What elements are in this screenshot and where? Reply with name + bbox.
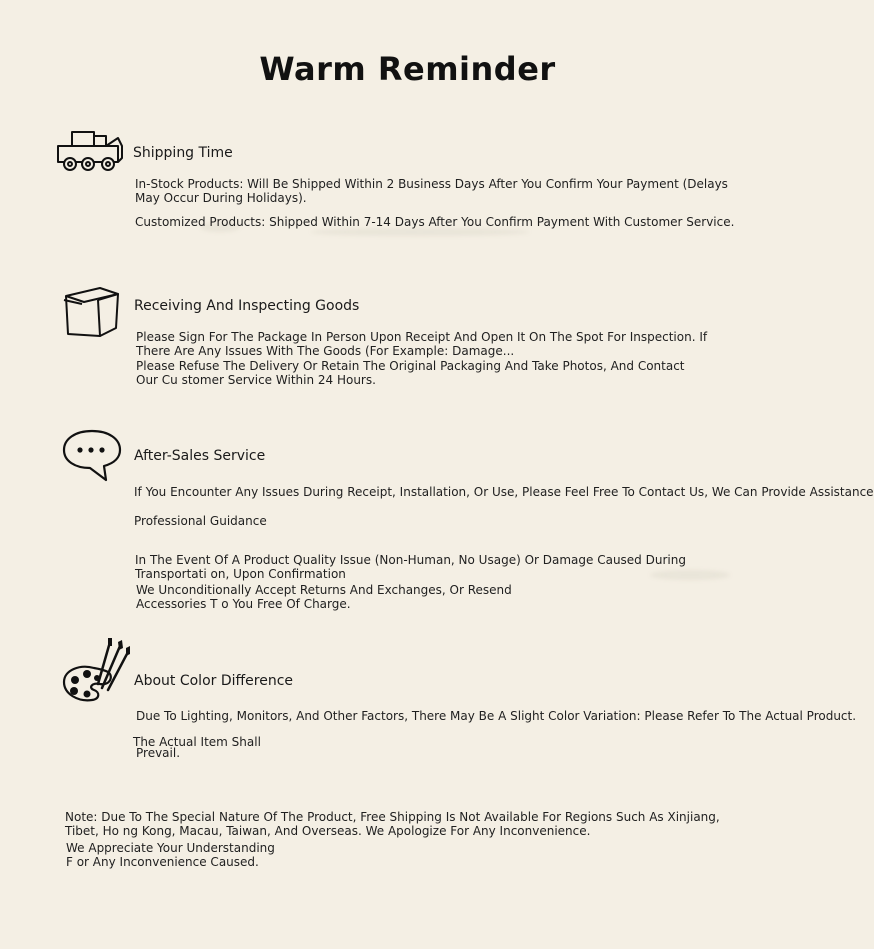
page-title: Warm Reminder [259,50,556,88]
color-variation-text: Due To Lighting, Monitors, And Other Factors, There May Be A Slight Color Variation: Please Refer To The Actual Product. [136,709,857,723]
note-appreciation-text: We Appreciate Your Understanding F or Any Inconvenience Caused. [66,841,275,869]
shipping-in-stock-text: In-Stock Products: Will Be Shipped Within 2 Business Days After You Confirm Your Payment (Delays May Occur During Holidays). [135,177,728,205]
color-difference-heading: About Color Difference [134,673,294,689]
after-sales-guidance-text: Professional Guidance [134,514,267,528]
speech-bubble-icon [62,428,124,484]
palette-icon [60,638,134,704]
color-prevail-text: Prevail. [136,746,181,760]
after-sales-contact-text: If You Encounter Any Issues During Receipt, Installation, Or Use, Please Feel Free To Contact Us, We Can Provide Assistance [134,485,874,499]
receiving-sign-text: Please Sign For The Package In Person Upon Receipt And Open It On The Spot For Inspection. If There Are Any Issues With The Goods (For Example: Damage... [136,330,708,358]
after-sales-quality-text: In The Event Of A Product Quality Issue (Non-Human, No Usage) Or Damage Caused During Transportati on, Upon Confirmation [135,553,686,581]
color-actual-item-text: The Actual Item Shall [133,735,261,749]
after-sales-heading: After-Sales Service [134,448,266,464]
paper-smudge [310,228,530,236]
shipping-customized-text: Customized Products: Shipped Within 7-14 Days After You Confirm Payment With Customer Service. [135,215,735,229]
after-sales-returns-text: We Unconditionally Accept Returns And Exchanges, Or Resend Accessories T o You Free Of Charge. [136,583,512,611]
box-icon [62,284,122,340]
receiving-heading: Receiving And Inspecting Goods [134,298,360,314]
note-shipping-text: Note: Due To The Special Nature Of The Product, Free Shipping Is Not Available For Regions Such As Xinjiang, Tibet, Ho ng Kong, Macau, Taiwan, And Overseas. We Apologize For Any Inconvenience. [65,810,720,838]
receiving-refuse-text: Please Refuse The Delivery Or Retain The Original Packaging And Take Photos, And Contact Our Cu stomer Service Within 24 Hours. [136,359,685,387]
shipping-time-heading: Shipping Time [133,145,233,161]
truck-icon [56,130,124,174]
